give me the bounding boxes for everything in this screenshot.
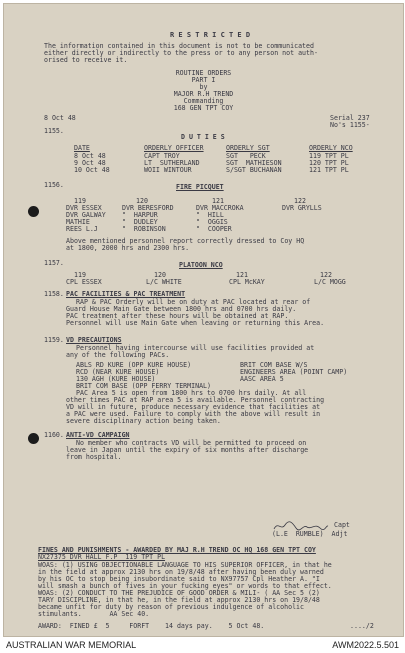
- section-1155: 1155.: [44, 127, 64, 135]
- duty-row-date: 8 Oct 48: [74, 152, 106, 160]
- pac-location: BRIT COM BASE (OPP FERRY TERMINAL): [76, 382, 211, 390]
- document-page: [3, 3, 404, 637]
- vd-line: a PAC were used. Failure to comply with the above will result in: [66, 410, 321, 418]
- vd-line: severe disciplinary action being taken.: [66, 417, 221, 425]
- pac-line: RAP & PAC Orderly will be on duty at PAC located at rear of: [76, 298, 311, 306]
- pac-location: ENGINEERS AREA (POINT CAMP): [240, 368, 348, 376]
- duty-row-officer: CAPT TROY: [144, 152, 180, 160]
- order-date: 8 Oct 48: [44, 114, 76, 122]
- vd-line: any of the following PACs.: [66, 351, 170, 359]
- notice-line-2: either directly or indirectly to the press or to any person not auth-: [44, 49, 318, 57]
- punch-hole-top: [28, 206, 39, 217]
- picquet-member: " HARPUR: [122, 211, 158, 219]
- picquet-col: 120: [136, 197, 148, 205]
- pac-location: BRIT COM BASE W/S: [240, 361, 308, 369]
- duty-row-officer: LT SUTHERLAND: [144, 159, 200, 167]
- picquet-member: DVR GRYLLS: [282, 204, 322, 212]
- vd-heading: VD PRECAUTIONS: [66, 336, 122, 344]
- picquet-member: DVR MACCROKA: [196, 204, 244, 212]
- platoon-nco-heading: PLATOON NCO: [179, 261, 223, 269]
- picquet-member: MATHIE: [66, 218, 90, 226]
- picquet-member: " HILL: [196, 211, 224, 219]
- title-unit: 168 GEN TPT COY: [173, 104, 234, 112]
- picquet-member: DVR GALWAY: [66, 211, 106, 219]
- picquet-member: DVR BERESFORD: [122, 204, 174, 212]
- picquet-member: " COOPER: [196, 225, 232, 233]
- duty-col-nco: ORDERLY NCO: [309, 144, 353, 152]
- platoon-col: 120: [154, 271, 166, 279]
- pac-line: PAC treatment after these hours will be obtained at RAP.: [66, 312, 289, 320]
- section-1160: 1160.: [44, 431, 64, 439]
- duty-row-sgt: S/SGT BUCHANAN: [226, 166, 282, 174]
- fines-soldier: NX27375 DVR HALL F.P 119 TPT PL: [38, 553, 166, 561]
- award-line: AWARD: FINED £ 5 FORFT 14 days pay. 5 Oct 48.: [38, 622, 265, 630]
- pac-location: RCD (NEAR KURE HOUSE): [76, 368, 160, 376]
- archive-reference: AWM2022.5.501: [332, 640, 399, 650]
- pac-location: ABLS RD KURE (OPP KURE HOUSE): [76, 361, 192, 369]
- punch-hole-bottom: [28, 433, 39, 444]
- title-routine-orders: ROUTINE ORDERS: [175, 69, 232, 77]
- pac-location: 130 AGH (KURE HOUSE): [76, 375, 156, 383]
- platoon-nco: L/C WHITE: [146, 278, 182, 286]
- title-by: by: [199, 83, 208, 91]
- archive-name: AUSTRALIAN WAR MEMORIAL: [6, 640, 137, 650]
- anti-vd-line: No member who contracts VD will be permitted to proceed on: [76, 439, 307, 447]
- vd-line: Personnel having intercourse will use facilities provided at: [76, 344, 315, 352]
- fines-line: stimulants. AA Sec 40.: [38, 610, 150, 618]
- fines-line: TARY DISCIPLINE, in that he, in the field at approx 2130 hrs on 19/8/48: [38, 596, 320, 604]
- platoon-col: 121: [236, 271, 248, 279]
- pac-heading: PAC FACILITIES & PAC TREATMENT: [66, 290, 186, 298]
- pac-line: Guard House Main Gate between 1800 hrs and 0700 hrs daily.: [66, 305, 297, 313]
- classification: R E S T R I C T E D: [170, 31, 251, 39]
- title-commanding: Commanding: [183, 97, 224, 105]
- fines-heading: FINES AND PUNISHMENTS - AWARDED BY MAJ R.H TREND OC HQ 168 GEN TPT COY: [38, 546, 316, 554]
- duty-row-sgt: SGT PECK: [226, 152, 266, 160]
- platoon-col: 119: [74, 271, 86, 279]
- page-continuation: ..../2: [350, 622, 374, 630]
- picquet-member: " ROBINSON: [122, 225, 166, 233]
- duty-row-sgt: SGT MATHIESON: [226, 159, 282, 167]
- duties-heading: D U T I E S: [181, 133, 225, 141]
- picquet-col: 121: [212, 197, 224, 205]
- serial-number: Serial 237: [330, 114, 370, 122]
- picquet-note-1: Above mentioned personnel report correctly dressed to Coy HQ: [66, 237, 305, 245]
- duty-row-officer: WOII WINTOUR: [144, 166, 192, 174]
- picquet-member: REES L.J: [66, 225, 98, 233]
- fire-picquet-heading: FIRE PICQUET: [176, 183, 224, 191]
- pac-location: AASC AREA 5: [240, 375, 284, 383]
- anti-vd-line: leave in Japan until the expiry of six months after discharge: [66, 446, 309, 454]
- duty-row-date: 9 Oct 48: [74, 159, 106, 167]
- order-numbers: No's 1155-: [330, 121, 370, 129]
- platoon-nco: L/C MOGG: [314, 278, 346, 286]
- duty-col-date: DATE: [74, 144, 90, 152]
- duty-row-nco: 120 TPT PL: [309, 159, 349, 167]
- platoon-nco: CPL McKAY: [229, 278, 265, 286]
- picquet-note-2: at 1800, 2000 hrs and 2300 hrs.: [66, 244, 190, 252]
- fines-line: WOAS: (2) CONDUCT TO THE PREJUDICE OF GOOD ORDER & MILI- ( AA Sec 5 (2): [38, 589, 320, 597]
- signature-name: (L.E RUMBLE) Adjt: [272, 530, 348, 538]
- vd-line: other times PAC at RAP area 5 is available. Personnel contracting: [66, 396, 325, 404]
- notice-line-3: orised to receive it.: [44, 56, 128, 64]
- vd-line: PAC Area 5 is open from 1800 hrs to 0700 hrs daily. At all: [76, 389, 307, 397]
- platoon-col: 122: [320, 271, 332, 279]
- fines-line: became unfit for duty by reason of previous indulgence of alcoholic: [38, 603, 304, 611]
- signature-rank: Capt: [334, 521, 350, 529]
- fines-line: by his OC to stop being insubordinate said to NX97757 Cpl Heather A. "I: [38, 575, 320, 583]
- duty-row-nco: 119 TPT PL: [309, 152, 349, 160]
- anti-vd-heading: ANTI-VD CAMPAIGN: [66, 431, 130, 439]
- picquet-member: " OGGIS: [196, 218, 228, 226]
- platoon-nco: CPL ESSEX: [66, 278, 102, 286]
- picquet-col: 122: [294, 197, 306, 205]
- title-part: PART I: [191, 76, 216, 84]
- notice-line-1: The information contained in this document is not to be communicated: [44, 42, 314, 50]
- fines-line: WOAS: (1) USING OBJECTIONABLE LANGUAGE TO HIS SUPERIOR OFFICER, in that he: [38, 561, 332, 569]
- duty-col-sgt: ORDERLY SGT: [226, 144, 270, 152]
- archive-footer: [0, 637, 405, 653]
- duty-col-officer: ORDERLY OFFICER: [144, 144, 204, 152]
- duty-row-nco: 121 TPT PL: [309, 166, 349, 174]
- section-1157: 1157.: [44, 259, 64, 267]
- fines-line: in the field at approx 2130 hrs on 19/8/48 after having been duly warned: [38, 568, 324, 576]
- section-1159: 1159.: [44, 336, 64, 344]
- anti-vd-line: from hospital.: [66, 453, 122, 461]
- section-1158: 1158.: [44, 290, 64, 298]
- vd-line: VD will in future, produce necessary evidence that facilities at: [66, 403, 321, 411]
- picquet-member: DVR ESSEX: [66, 204, 102, 212]
- title-major: MAJOR R.H TREND: [173, 90, 234, 98]
- section-1156: 1156.: [44, 181, 64, 189]
- picquet-member: " DUDLEY: [122, 218, 158, 226]
- duty-row-date: 10 Oct 48: [74, 166, 110, 174]
- pac-line: Personnel will use Main Gate when leaving or returning this Area.: [66, 319, 325, 327]
- fines-line: will smash a bunch of fives in your fucking eyes" or words to that effect.: [38, 582, 332, 590]
- picquet-col: 119: [74, 197, 86, 205]
